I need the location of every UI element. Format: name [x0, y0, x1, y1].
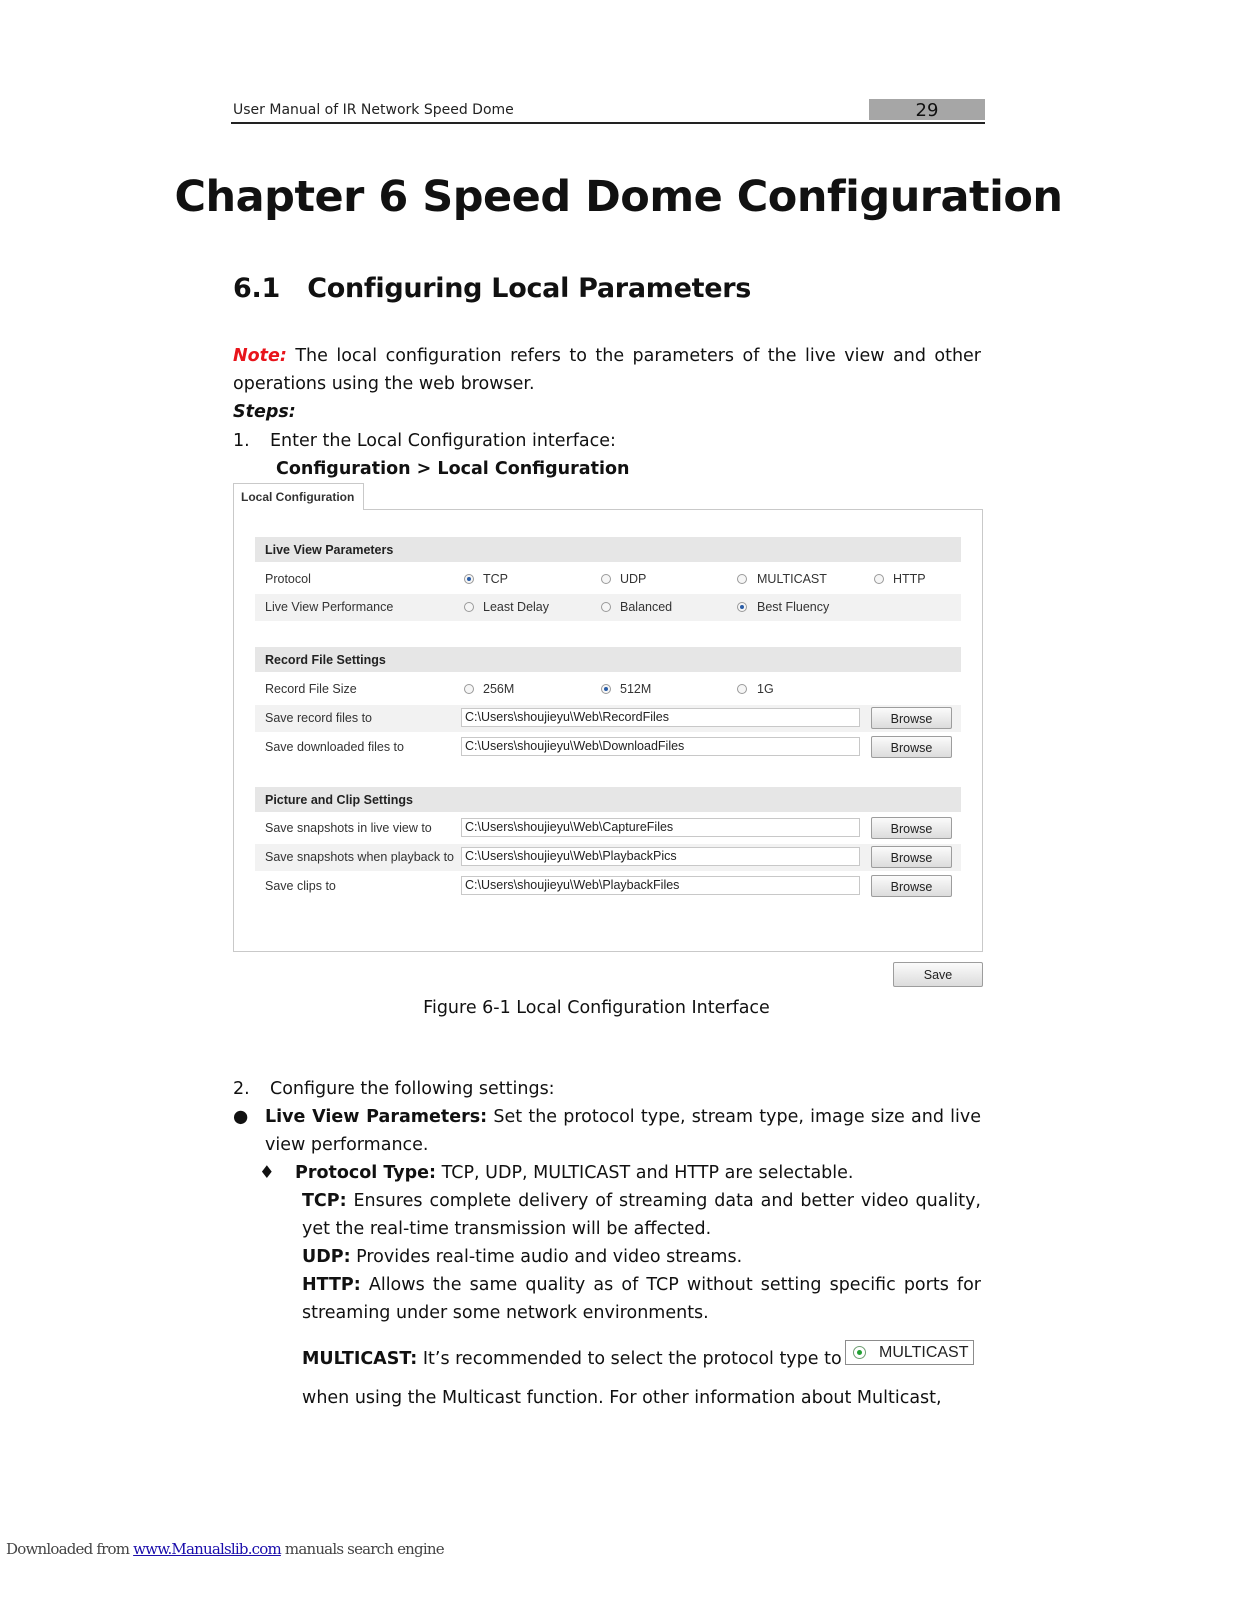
snapshots-live-browse-button[interactable]: Browse: [871, 817, 952, 839]
size-512m-radio[interactable]: [601, 684, 611, 694]
protocol-type-term: Protocol Type:: [295, 1163, 437, 1183]
size-256m-label: 256M: [483, 682, 515, 696]
multicast-option-label: MULTICAST: [879, 1344, 969, 1361]
performance-balanced-label: Balanced: [620, 600, 673, 614]
record-file-size-label: Record File Size: [265, 682, 357, 696]
footer-suffix: manuals search engine: [280, 1540, 444, 1558]
radio-selected-icon: [853, 1346, 866, 1359]
live-view-performance-row: [255, 594, 961, 621]
snapshots-playback-browse-button[interactable]: Browse: [871, 846, 952, 868]
protocol-http-label: HTTP: [893, 572, 926, 586]
record-file-size-row: [255, 676, 961, 703]
multicast-paragraph: [302, 1345, 842, 1373]
tcp-term: TCP:: [302, 1191, 347, 1211]
protocol-type-text: TCP, UDP, MULTICAST and HTTP are selectable.: [436, 1163, 854, 1183]
performance-best-fluency-radio[interactable]: [737, 602, 747, 612]
size-1g-radio[interactable]: [737, 684, 747, 694]
step-1-text: Enter the Local Configuration interface:: [270, 431, 616, 451]
multicast-option-image: [845, 1340, 974, 1365]
save-clips-label: Save clips to: [265, 879, 336, 893]
snapshots-live-path-input[interactable]: C:\Users\shoujieyu\Web\CaptureFiles: [461, 818, 860, 837]
protocol-label: Protocol: [265, 572, 311, 586]
picture-and-clip-settings-header: Picture and Clip Settings: [255, 787, 961, 812]
save-snapshots-live-row: [255, 815, 961, 842]
performance-least-delay-radio[interactable]: [464, 602, 474, 612]
http-text: Allows the same quality as of TCP without setting specific ports for streaming under some network environments.: [302, 1275, 981, 1323]
live-view-parameters-text: Set the protocol type, stream type, image size and live view performance.: [265, 1107, 981, 1155]
steps-label: Steps:: [233, 402, 296, 422]
live-view-parameters-header: Live View Parameters: [255, 537, 961, 562]
header-rule: [231, 122, 985, 124]
protocol-udp-label: UDP: [620, 572, 647, 586]
save-record-files-row: [255, 705, 961, 732]
protocol-tcp-radio[interactable]: [464, 574, 474, 584]
step-2-number: 2.: [233, 1079, 250, 1099]
bullet-dot-icon: ●: [233, 1107, 249, 1127]
udp-text: Provides real-time audio and video streams.: [350, 1247, 743, 1267]
live-view-parameters-paragraph: [265, 1103, 981, 1159]
multicast-continuation: when using the Multicast function. For other information about Multicast,: [302, 1388, 942, 1408]
running-header-title: User Manual of IR Network Speed Dome: [233, 102, 514, 118]
size-1g-label: 1G: [757, 682, 774, 696]
step-2-text: Configure the following settings:: [270, 1079, 555, 1099]
protocol-row: [255, 566, 961, 593]
tcp-text: Ensures complete delivery of streaming data and better video quality, yet the real-time transmission will be affected.: [302, 1191, 981, 1239]
http-paragraph: [302, 1271, 981, 1327]
save-clips-row: [255, 873, 961, 900]
footer-prefix: Downloaded from: [6, 1540, 134, 1558]
protocol-type-paragraph: [295, 1159, 854, 1187]
record-files-browse-button[interactable]: Browse: [871, 707, 952, 729]
protocol-http-radio[interactable]: [874, 574, 884, 584]
udp-term: UDP:: [302, 1247, 351, 1267]
live-view-parameters-term: Live View Parameters:: [265, 1107, 488, 1127]
step-1-number: 1.: [233, 431, 250, 451]
performance-best-fluency-label: Best Fluency: [757, 600, 830, 614]
note-text: The local configuration refers to the parameters of the live view and other operations using the web browser.: [233, 346, 981, 394]
save-record-files-label: Save record files to: [265, 711, 372, 725]
save-snapshots-playback-label: Save snapshots when playback to: [265, 850, 455, 864]
multicast-text: It’s recommended to select the protocol type to: [417, 1349, 842, 1369]
performance-least-delay-label: Least Delay: [483, 600, 550, 614]
tcp-paragraph: [302, 1187, 981, 1243]
chapter-title: Chapter 6 Speed Dome Configuration: [174, 172, 1063, 222]
note-paragraph: [233, 342, 981, 398]
performance-balanced-radio[interactable]: [601, 602, 611, 612]
http-term: HTTP:: [302, 1275, 361, 1295]
protocol-multicast-radio[interactable]: [737, 574, 747, 584]
save-snapshots-playback-row: [255, 844, 961, 871]
figure-caption: Figure 6-1 Local Configuration Interface: [423, 998, 770, 1018]
save-downloaded-files-row: [255, 734, 961, 761]
download-footer: [6, 1540, 444, 1558]
save-downloaded-files-label: Save downloaded files to: [265, 740, 404, 754]
protocol-tcp-label: TCP: [483, 572, 508, 586]
snapshots-playback-path-input[interactable]: C:\Users\shoujieyu\Web\PlaybackPics: [461, 847, 860, 866]
diamond-bullet-icon: ♦: [259, 1163, 275, 1183]
clips-path-input[interactable]: C:\Users\shoujieyu\Web\PlaybackFiles: [461, 876, 860, 895]
protocol-udp-radio[interactable]: [601, 574, 611, 584]
clips-browse-button[interactable]: Browse: [871, 875, 952, 897]
section-title: 6.1 Configuring Local Parameters: [233, 273, 751, 304]
page-number: 29: [915, 100, 939, 121]
udp-paragraph: [302, 1243, 742, 1271]
step-1-menu-path: Configuration > Local Configuration: [276, 459, 630, 479]
size-256m-radio[interactable]: [464, 684, 474, 694]
save-snapshots-live-label: Save snapshots in live view to: [265, 821, 432, 835]
note-label: Note:: [233, 346, 287, 366]
record-files-path-input[interactable]: C:\Users\shoujieyu\Web\RecordFiles: [461, 708, 860, 727]
record-file-settings-header: Record File Settings: [255, 647, 961, 672]
tab-local-configuration[interactable]: Local Configuration: [233, 483, 364, 510]
size-512m-label: 512M: [620, 682, 652, 696]
manualslib-link[interactable]: www.Manualslib.com: [133, 1540, 281, 1558]
live-view-performance-label: Live View Performance: [265, 600, 394, 614]
protocol-multicast-label: MULTICAST: [757, 572, 827, 586]
multicast-term: MULTICAST:: [302, 1349, 418, 1369]
save-button[interactable]: Save: [893, 962, 983, 987]
downloaded-files-path-input[interactable]: C:\Users\shoujieyu\Web\DownloadFiles: [461, 737, 860, 756]
downloaded-files-browse-button[interactable]: Browse: [871, 736, 952, 758]
